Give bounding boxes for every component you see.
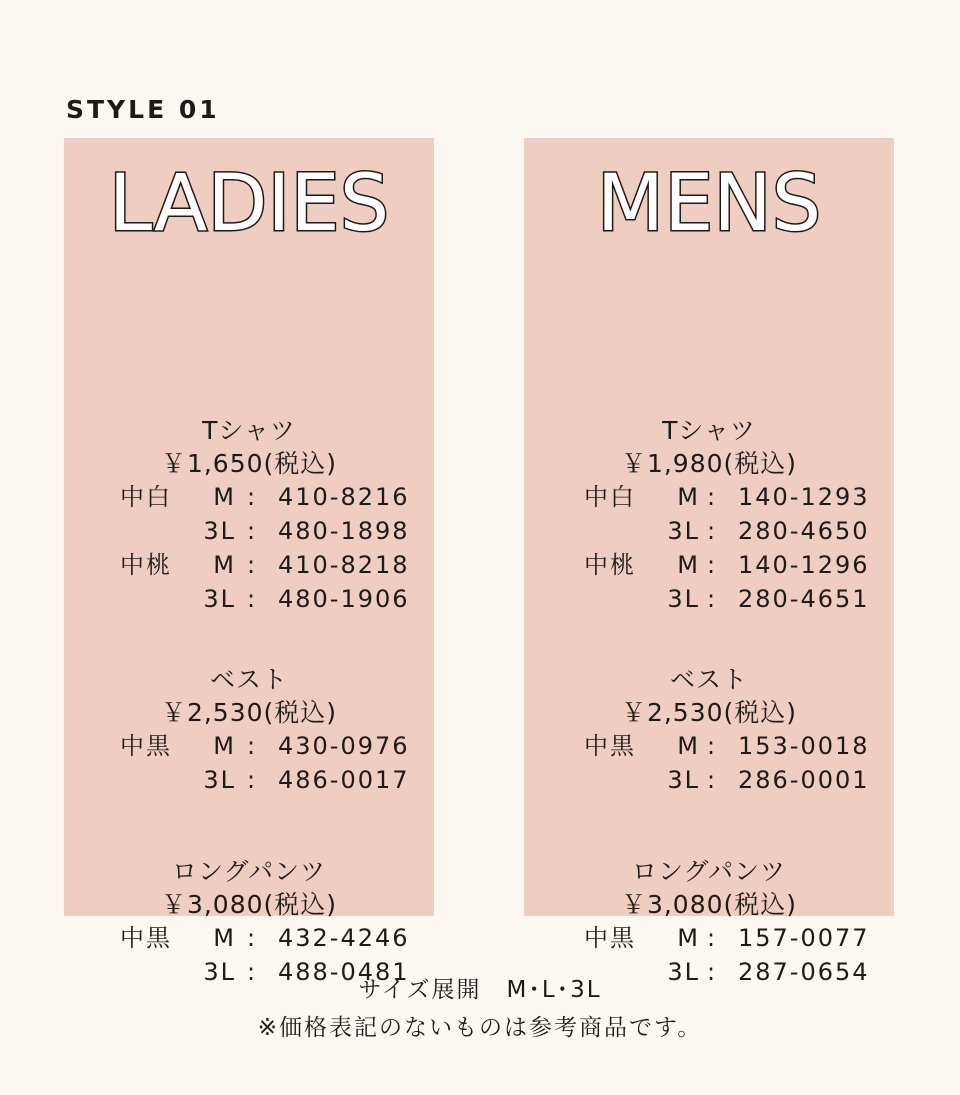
- sku-size: M: [677, 732, 700, 760]
- sku-row: [524, 548, 894, 582]
- product-price: ￥1,650(税込): [160, 449, 338, 478]
- sku-row: [524, 582, 894, 616]
- sku-size: M: [677, 483, 700, 511]
- sku-code: 157-0077: [738, 924, 870, 952]
- sku-code: 140-1296: [738, 551, 870, 579]
- sku-size: 3L: [203, 958, 236, 986]
- sku-size: 3L: [203, 517, 236, 545]
- sku-color: 中黒: [120, 732, 172, 760]
- sku-size: M: [213, 551, 236, 579]
- mens-panel: [524, 138, 894, 986]
- sku-colon: :: [706, 551, 718, 579]
- ladies-title: [64, 146, 434, 246]
- sku-size: M: [213, 483, 236, 511]
- sku-colon: :: [246, 958, 258, 986]
- sku-size: M: [677, 924, 700, 952]
- sku-colon: :: [246, 585, 258, 613]
- sku-row: [524, 763, 894, 797]
- sku-colon: :: [706, 483, 718, 511]
- sku-size: 3L: [667, 958, 700, 986]
- sku-code: 410-8218: [278, 551, 410, 579]
- style-label: STYLE 01: [66, 95, 220, 124]
- sku-colon: :: [246, 732, 258, 760]
- sku-size: M: [213, 924, 236, 952]
- sku-code: 153-0018: [738, 732, 870, 760]
- sku-colon: :: [246, 517, 258, 545]
- sku-color: 中黒: [584, 732, 636, 760]
- sku-size: 3L: [667, 766, 700, 794]
- sku-row: [524, 480, 894, 514]
- sku-row: [64, 548, 434, 582]
- size-range-note: サイズ展開 M･L･3L: [358, 977, 602, 1003]
- mens-product-tshirt: [524, 414, 894, 616]
- product-name: ベスト: [209, 665, 288, 694]
- sku-colon: :: [246, 483, 258, 511]
- sku-code: 486-0017: [278, 766, 410, 794]
- sku-color: 中桃: [584, 551, 636, 579]
- sku-size: 3L: [203, 766, 236, 794]
- sku-row: [524, 514, 894, 548]
- sku-code: 432-4246: [278, 924, 410, 952]
- sku-code: 480-1906: [278, 585, 410, 613]
- sku-size: M: [213, 732, 236, 760]
- mens-product-long-pants: [524, 855, 894, 989]
- sku-color: 中白: [120, 483, 172, 511]
- sku-colon: :: [706, 585, 718, 613]
- sku-size: 3L: [667, 585, 700, 613]
- sku-size: 3L: [203, 585, 236, 613]
- sku-colon: :: [706, 924, 718, 952]
- sku-code: 488-0481: [278, 958, 410, 986]
- sku-size: M: [677, 551, 700, 579]
- reference-product-note: ※価格表記のないものは参考商品です。: [257, 1015, 703, 1041]
- sku-code: 280-4650: [738, 517, 870, 545]
- sku-row: [64, 582, 434, 616]
- mens-title-text: MENS: [596, 159, 822, 246]
- product-price: ￥2,530(税込): [620, 698, 798, 727]
- sku-code: 410-8216: [278, 483, 410, 511]
- product-price: ￥1,980(税込): [620, 449, 798, 478]
- sku-color: 中白: [584, 483, 636, 511]
- sku-row: [64, 480, 434, 514]
- sku-code: 286-0001: [738, 766, 870, 794]
- sku-code: 280-4651: [738, 585, 870, 613]
- mens-product-vest: [524, 663, 894, 797]
- sku-row: [64, 514, 434, 548]
- product-price: ￥3,080(税込): [160, 890, 338, 919]
- mens-title: [524, 146, 894, 246]
- sku-row: [524, 729, 894, 763]
- sku-size: 3L: [667, 517, 700, 545]
- sku-colon: :: [706, 958, 718, 986]
- ladies-product-long-pants: [64, 855, 434, 989]
- sku-row: [524, 921, 894, 955]
- ladies-product-vest: [64, 663, 434, 797]
- product-price: ￥3,080(税込): [620, 890, 798, 919]
- ladies-title-graphic: [64, 146, 434, 246]
- ladies-title-text: LADIES: [108, 159, 390, 246]
- sku-row: [64, 921, 434, 955]
- sku-color: 中桃: [120, 551, 172, 579]
- product-name: ロングパンツ: [631, 857, 786, 886]
- sku-colon: :: [706, 766, 718, 794]
- sku-code: 480-1898: [278, 517, 410, 545]
- sku-code: 140-1293: [738, 483, 870, 511]
- sku-colon: :: [706, 517, 718, 545]
- product-name: ロングパンツ: [171, 857, 326, 886]
- sku-row: [64, 763, 434, 797]
- product-name: Tシャツ: [662, 416, 756, 445]
- sku-colon: :: [246, 924, 258, 952]
- sku-color: 中黒: [120, 924, 172, 952]
- product-name: Tシャツ: [202, 416, 296, 445]
- sku-code: 430-0976: [278, 732, 410, 760]
- sku-colon: :: [706, 732, 718, 760]
- mens-title-graphic: [524, 146, 894, 246]
- sku-color: 中黒: [584, 924, 636, 952]
- ladies-panel: [64, 138, 434, 986]
- product-name: ベスト: [669, 665, 748, 694]
- sku-row: [64, 729, 434, 763]
- sku-colon: :: [246, 551, 258, 579]
- sku-code: 287-0654: [738, 958, 870, 986]
- sku-colon: :: [246, 766, 258, 794]
- ladies-product-tshirt: [64, 414, 434, 616]
- product-price: ￥2,530(税込): [160, 698, 338, 727]
